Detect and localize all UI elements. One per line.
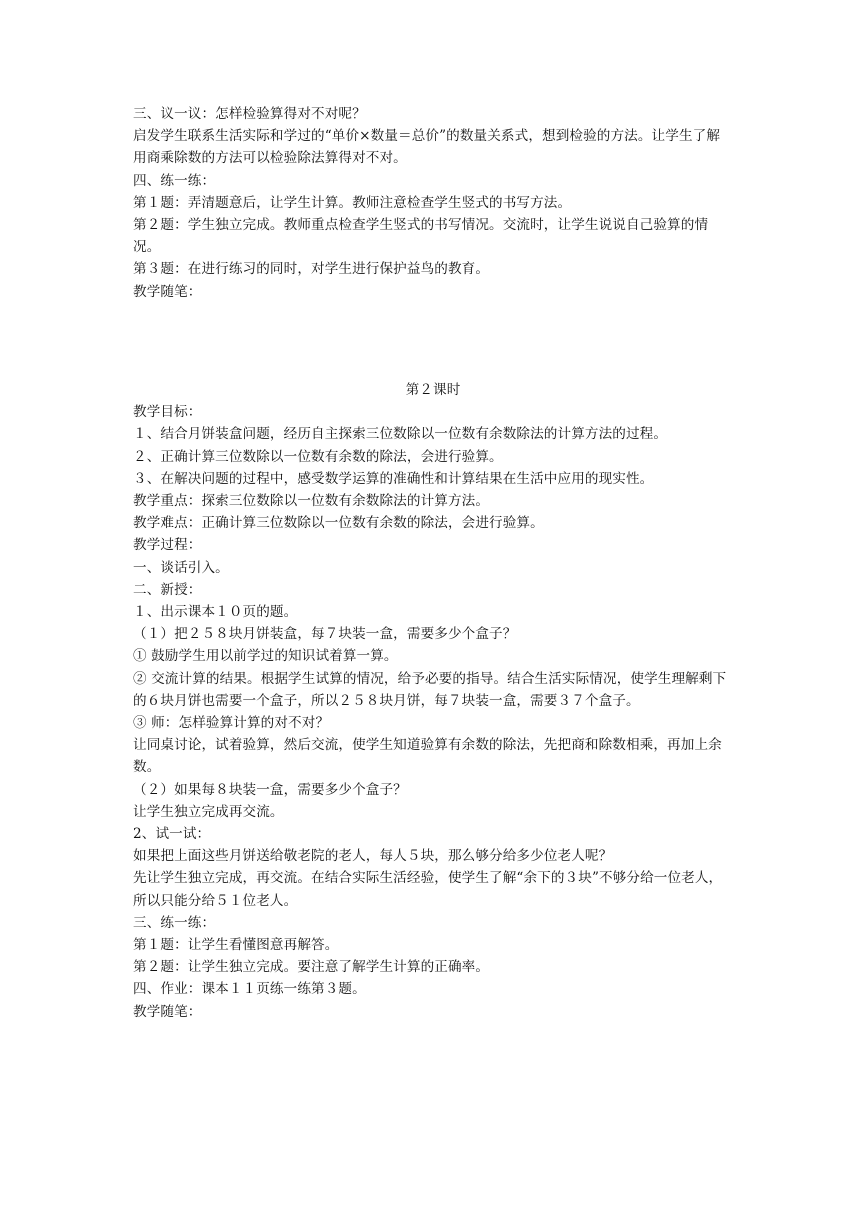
- line: 先让学生独立完成，再交流。在结合实际生活经验，使学生了解“余下的３块”不够分给一位老人，所以只能分给５１位老人。: [133, 870, 723, 909]
- lesson-title: 第２课时: [405, 382, 461, 398]
- line: 三、练一练：: [133, 914, 216, 931]
- line: ② 交流计算的结果。根据学生试算的情况，给予必要的指导。结合生活实际情况，使学生理解剩下的６块月饼也需要一个盒子，所以２５８块月饼，每７块装一盒，需要３７个盒子。: [133, 670, 727, 709]
- line: ③ 师：怎样验算计算的对不对？: [133, 715, 330, 732]
- heading-discuss: 三、议一议：怎样检验算得对不对呢？: [133, 106, 366, 122]
- exercise-2: 第２题：学生独立完成。教师重点检查学生竖式的书写情况。交流时，让学生说说自己验算的情况。: [133, 217, 709, 256]
- line: ３、在解决问题的过程中，感受数学运算的准确性和计算结果在生活中应用的现实性。: [133, 470, 654, 487]
- exercise-3: 第３题：在进行练习的同时，对学生进行保护益鸟的教育。: [133, 261, 490, 278]
- teaching-notes-label: 教学随笔：: [133, 283, 202, 300]
- lesson-1-tail: [133, 103, 733, 303]
- line: 二、新授：: [133, 581, 202, 598]
- line: 教学随笔：: [133, 1003, 202, 1020]
- line: （２）如果每８块装一盒，需要多少个盒子？: [133, 781, 407, 798]
- line: 第２题：让学生独立完成。要注意了解学生计算的正确率。: [133, 959, 490, 976]
- line: 教学难点：正确计算三位数除以一位数有余数的除法，会进行验算。: [133, 515, 544, 532]
- line: １、结合月饼装盒问题，经历自主探索三位数除以一位数有余数除法的计算方法的过程。: [133, 426, 668, 443]
- heading-practice: 四、练一练：: [133, 172, 216, 189]
- line: 四、作业：课本１１页练一练第３题。: [133, 981, 366, 998]
- line: 让学生独立完成再交流。: [133, 803, 284, 820]
- line: 如果把上面这些月饼送给敬老院的老人，每人５块，那么够分给多少位老人呢？: [133, 848, 613, 865]
- line: ① 鼓励学生用以前学过的知识试着算一算。: [133, 648, 398, 665]
- line: １、出示课本１０页的题。: [133, 604, 298, 621]
- lesson-2: [133, 379, 733, 1023]
- line: 一、谈话引入。: [133, 559, 229, 576]
- line: （１）把２５８块月饼装盒，每７块装一盒，需要多少个盒子？: [133, 626, 517, 643]
- line: 教学过程：: [133, 537, 202, 554]
- paragraph-check-method: 启发学生联系生活实际和学过的“单价×数量＝总价”的数量关系式，想到检验的方法。让学生了解用商乘除数的方法可以检验除法算得对不对。: [133, 128, 721, 167]
- line: 让同桌讨论，试着验算，然后交流，使学生知道验算有余数的除法，先把商和除数相乘，再加上余数。: [133, 737, 722, 776]
- line: 2、试一试：: [133, 826, 211, 843]
- line: 第１题：让学生看懂图意再解答。: [133, 937, 339, 954]
- line: ２、正确计算三位数除以一位数有余数的除法，会进行验算。: [133, 448, 503, 465]
- exercise-1: 第１题：弄清题意后，让学生计算。教师注意检查学生竖式的书写方法。: [133, 194, 572, 211]
- line: 教学重点：探索三位数除以一位数有余数除法的计算方法。: [133, 493, 490, 510]
- line: 教学目标：: [133, 404, 202, 421]
